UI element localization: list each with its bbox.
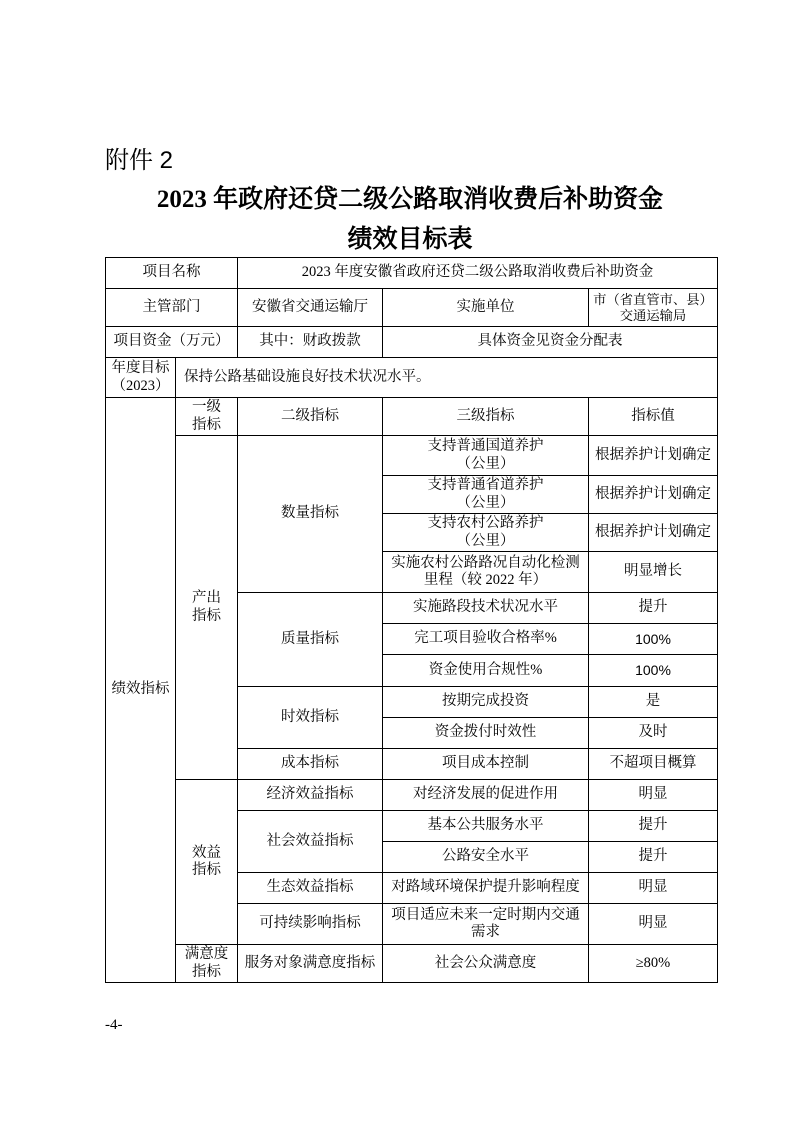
dept-label: 主管部门 [142, 298, 201, 315]
header-level3: 三级指标 [456, 407, 515, 424]
economic-indicator-label: 经济效益指标 [266, 786, 354, 803]
performance-section-label: 绩效指标 [111, 681, 170, 698]
indicator-value: 明显 [638, 915, 668, 932]
indicator-text: 完工项目验收合格率% [414, 630, 557, 647]
header-level1-cell [176, 398, 238, 436]
cost-indicator-cell [238, 749, 383, 780]
dept-label-cell [106, 289, 238, 327]
indicator-value: 明显增长 [624, 563, 682, 580]
performance-section-cell [106, 398, 176, 983]
indicator-value: 根据养护计划确定 [595, 523, 711, 540]
indicator-text: 实施农村公路路况自动化检测里程（较 2022 年） [391, 554, 580, 588]
value-cell [589, 687, 718, 718]
indicator-value: 100% [635, 662, 671, 679]
value-cell [589, 873, 718, 904]
indicator-value: 是 [645, 693, 661, 710]
value-cell [589, 655, 718, 687]
indicator-value: 明显 [638, 786, 668, 803]
value-cell [589, 945, 718, 983]
funds-sub: 其中：财政拨款 [259, 333, 361, 350]
indicator-cell [383, 718, 589, 749]
project-name-row [106, 258, 718, 289]
sustainable-indicator-cell [238, 904, 383, 945]
indicator-value: 提升 [638, 848, 668, 865]
indicator-text: 对经济发展的促进作用 [413, 786, 558, 803]
quality-indicator-cell [238, 593, 383, 687]
project-name-cell [238, 258, 718, 289]
page-number: -4- [105, 1017, 123, 1033]
indicator-cell [383, 476, 589, 514]
indicator-cell [383, 780, 589, 811]
service-indicator-cell [238, 945, 383, 983]
funds-label-cell [106, 327, 238, 358]
funds-note-cell [383, 327, 718, 358]
indicator-cell [383, 436, 589, 476]
table-row [106, 436, 718, 476]
indicator-text: 项目成本控制 [442, 755, 529, 772]
goal-label: 年度目标（2023） [111, 360, 170, 394]
performance-target-table [105, 257, 718, 983]
indicator-text: 支持农村公路养护（公里） [427, 515, 544, 549]
indicator-value: 根据养护计划确定 [595, 485, 711, 502]
indicator-text: 对路域环境保护提升影响程度 [391, 879, 580, 896]
value-cell [589, 780, 718, 811]
indicator-cell [383, 811, 589, 842]
quantity-indicator-cell [238, 436, 383, 593]
benefit-indicator-cell [176, 780, 238, 945]
project-name-label: 项目名称 [142, 264, 201, 281]
impl-label: 实施单位 [456, 298, 515, 315]
indicator-text: 资金使用合规性% [428, 661, 543, 678]
value-cell [589, 842, 718, 873]
indicator-value: 明显 [638, 879, 668, 896]
indicator-cell [383, 904, 589, 945]
dept-cell [238, 289, 383, 327]
indicator-value: 100% [635, 630, 671, 647]
indicator-text: 实施路段技术状况水平 [413, 599, 558, 616]
indicator-cell [383, 873, 589, 904]
indicator-cell [383, 842, 589, 873]
header-level2: 二级指标 [281, 407, 339, 424]
satisfaction-indicator-label: 满意度指标 [184, 946, 229, 980]
header-level1: 一级指标 [191, 399, 221, 433]
funds-label: 项目资金（万元） [113, 333, 230, 350]
quality-indicator-label: 质量指标 [281, 630, 339, 647]
indicator-cell [383, 593, 589, 624]
value-cell [589, 476, 718, 514]
social-indicator-cell [238, 811, 383, 873]
indicator-text: 社会公众满意度 [434, 954, 537, 971]
indicator-value: 提升 [638, 817, 668, 834]
economic-indicator-cell [238, 780, 383, 811]
cost-indicator-label: 成本指标 [281, 755, 339, 772]
value-cell [589, 514, 718, 552]
value-cell [589, 749, 718, 780]
timeliness-indicator-cell [238, 687, 383, 749]
indicator-cell [383, 624, 589, 655]
sustainable-indicator-label: 可持续影响指标 [259, 915, 361, 932]
department-row [106, 289, 718, 327]
indicator-cell [383, 552, 589, 593]
value-cell [589, 436, 718, 476]
indicator-cell [383, 749, 589, 780]
goal-value: 保持公路基础设施良好技术状况水平。 [184, 368, 431, 385]
benefit-indicator-label: 效益指标 [191, 844, 221, 878]
output-indicator-label: 产出指标 [191, 590, 221, 624]
indicator-value: 提升 [638, 599, 668, 616]
header-level3-cell [383, 398, 589, 436]
goal-label-cell [106, 358, 176, 398]
indicator-value: 不超项目概算 [609, 755, 697, 772]
indicator-text: 基本公共服务水平 [427, 817, 544, 834]
indicator-cell [383, 655, 589, 687]
indicator-text: 支持普通省道养护（公里） [427, 477, 544, 511]
project-name-label-cell [106, 258, 238, 289]
header-level2-cell [238, 398, 383, 436]
indicator-text: 支持普通国道养护（公里） [427, 438, 544, 472]
value-cell [589, 811, 718, 842]
table-row [106, 945, 718, 983]
document-title: 2023 年政府还贷二级公路取消收费后补助资金 [156, 186, 664, 213]
indicator-cell [383, 687, 589, 718]
indicator-cell [383, 514, 589, 552]
service-indicator-label: 服务对象满意度指标 [244, 954, 376, 971]
value-cell [589, 904, 718, 945]
document-subtitle: 绩效目标表 [347, 226, 473, 253]
ecological-indicator-cell [238, 873, 383, 904]
timeliness-indicator-label: 时效指标 [281, 708, 339, 725]
value-cell [589, 624, 718, 655]
header-value-cell [589, 398, 718, 436]
impl-cell [589, 289, 718, 327]
indicator-value: 根据养护计划确定 [595, 446, 711, 463]
impl-label-cell [383, 289, 589, 327]
indicator-cell [383, 945, 589, 983]
output-indicator-cell [176, 436, 238, 780]
header-value: 指标值 [631, 407, 675, 424]
funds-note: 具体资金见资金分配表 [477, 333, 623, 350]
quantity-indicator-label: 数量指标 [281, 505, 339, 522]
value-cell [589, 593, 718, 624]
satisfaction-indicator-cell [176, 945, 238, 983]
attachment-label: 附件 2 [105, 147, 174, 174]
value-cell [589, 718, 718, 749]
dept-value: 安徽省交通运输厅 [252, 298, 368, 315]
funds-row [106, 327, 718, 358]
indicator-text: 公路安全水平 [442, 848, 529, 865]
performance-header-row [106, 398, 718, 436]
goal-cell [176, 358, 718, 398]
value-cell [589, 552, 718, 593]
ecological-indicator-label: 生态效益指标 [266, 879, 354, 896]
indicator-text: 按期完成投资 [442, 693, 529, 710]
funds-sub-cell [238, 327, 383, 358]
impl-value: 市（省直管市、县）交通运输局 [593, 291, 713, 323]
goal-row [106, 358, 718, 398]
project-name-value: 2023 年度安徽省政府还贷二级公路取消收费后补助资金 [301, 264, 654, 281]
indicator-text: 资金拨付时效性 [434, 724, 537, 741]
indicator-value: ≥80% [635, 954, 671, 971]
indicator-value: 及时 [638, 724, 668, 741]
table-row [106, 780, 718, 811]
social-indicator-label: 社会效益指标 [266, 832, 354, 849]
indicator-text: 项目适应未来一定时期内交通需求 [391, 906, 580, 940]
